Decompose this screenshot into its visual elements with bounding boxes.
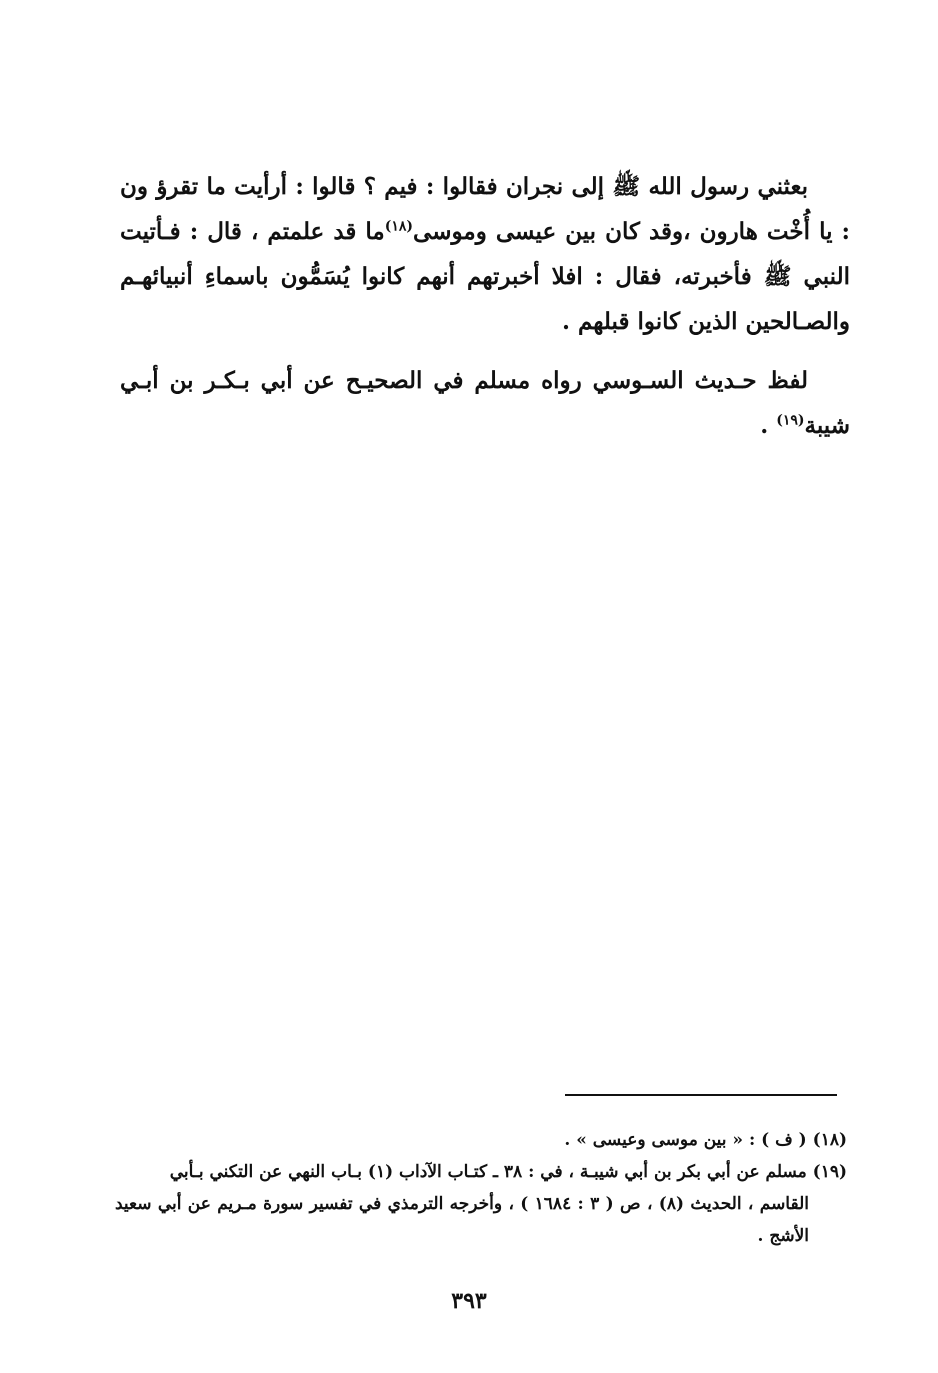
paragraph-text: ما قد علمتم ، قال : فـأتيت النبي ﷺ فأخبرته، فقال : افلا أخبرتهم أنهم كانوا يُسَمُّون باسماءِ أنبيائهـم والصـالحين الذين كانوا قبلهم . bbox=[120, 218, 850, 335]
paragraph bbox=[120, 358, 850, 448]
paragraph-text: لفظ حـديث السـوسي رواه مسلم في الصحيـح عن أبي بـكـر بن أبـي شيبة bbox=[120, 367, 850, 439]
footnote bbox=[115, 1156, 847, 1188]
page-number: ٣٩٣ bbox=[451, 1288, 487, 1314]
footnote-text: ( ف ) : « بين موسى وعيسى » . bbox=[564, 1130, 807, 1150]
footnote-divider bbox=[565, 1094, 837, 1096]
paragraph-text: . bbox=[760, 412, 777, 439]
footnote-text: مسلم عن أبي بكر بن أبي شيبـة ، في : ٣٨ ـ كتـاب الآداب (١) بـاب النهي عن التكني بـأبي bbox=[169, 1162, 807, 1182]
note-reference: (١٩) bbox=[776, 412, 805, 429]
footnote-number: (١٨) bbox=[812, 1130, 847, 1150]
footnote-number: (١٩) bbox=[812, 1162, 847, 1182]
footnote bbox=[115, 1124, 847, 1156]
main-text bbox=[120, 164, 850, 448]
paragraph bbox=[120, 164, 850, 344]
footnotes bbox=[115, 1124, 847, 1252]
footnote-continuation: القاسم ، الحديث (٨) ، ص ( ٣ : ١٦٨٤ ) ، وأخرجه الترمذي في تفسير سورة مـريم عن أبي سعيد الأشج . bbox=[115, 1194, 809, 1246]
note-reference: (١٨) bbox=[384, 218, 414, 235]
paragraph-text: بعثني رسول الله ﷺ إلى نجران فقالوا : فيم ؟ قالوا : أرأيت ما تقرؤ ون : يا أُخْت هارون ،وقد كان بين عيسى وموسى bbox=[120, 173, 850, 245]
